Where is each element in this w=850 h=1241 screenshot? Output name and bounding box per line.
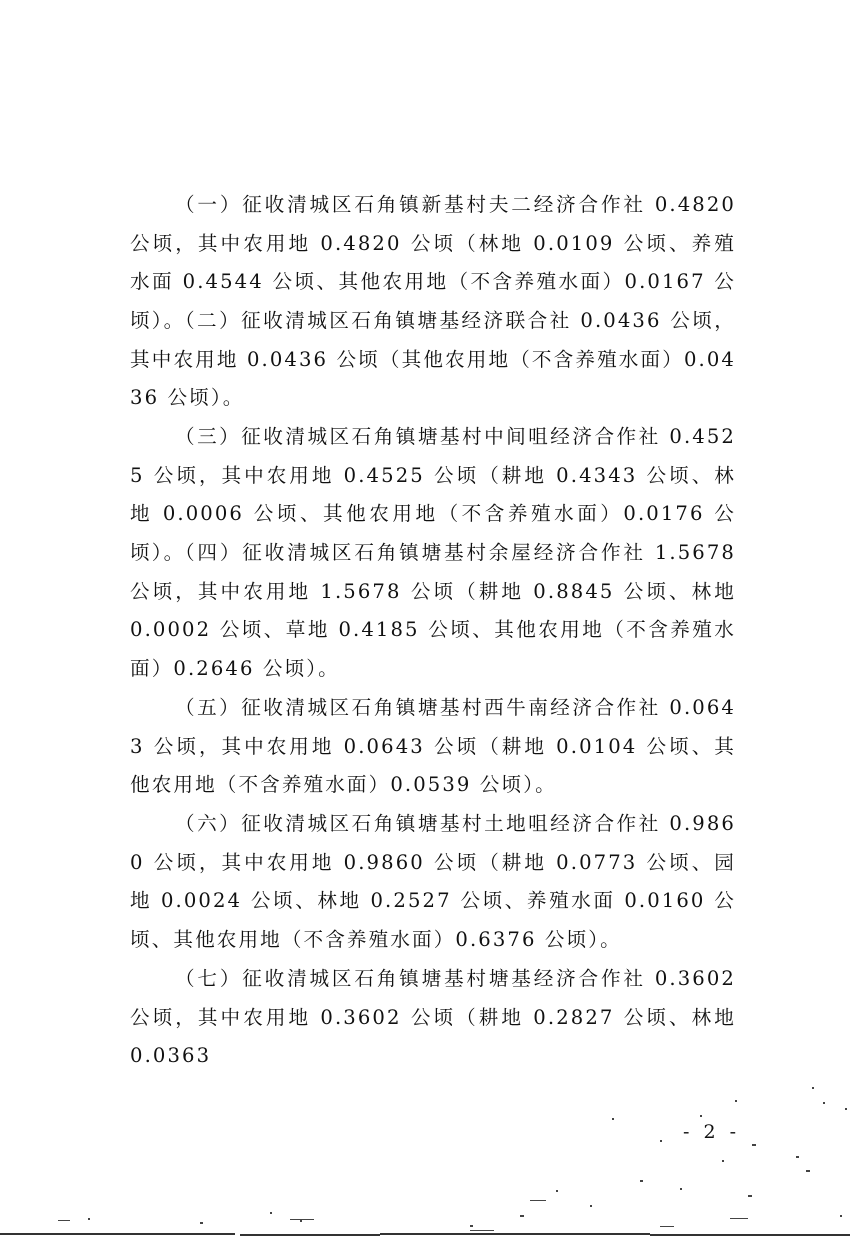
scan-speck: [270, 1212, 272, 1214]
scan-speck: [812, 1087, 814, 1089]
scan-speck: [200, 1222, 203, 1224]
scan-speck: [58, 1220, 70, 1221]
paragraph-item-6: （六）征收清城区石角镇塘基村土地咀经济合作社 0.9860 公顷，其中农用地 0.9860 公顷（耕地 0.0773 公顷、园地 0.0024 公顷、林地 0.2527 公顷、养殖水面 0.0160 公顷、其他农用地（不含养殖水面）0.6376 公顷）。: [130, 812, 736, 951]
scan-speck: [290, 1219, 314, 1220]
scan-speck: [845, 1108, 847, 1110]
scan-speck: [748, 1195, 752, 1197]
scan-speck: [88, 1218, 90, 1220]
paragraph-item-1: （一）征收清城区石角镇新基村夫二经济合作社 0.4820 公顷，其中农用地 0.4820 公顷（林地 0.0109 公顷、养殖水面 0.4544 公顷、其他农用地（不含养殖水面）0.0167 公顷）。: [130, 193, 736, 332]
paragraph-item-5: （五）征收清城区石角镇塘基村西牛南经济合作社 0.0643 公顷，其中农用地 0.0643 公顷（耕地 0.0104 公顷、其他农用地（不含养殖水面）0.0539 公顷）。: [130, 696, 736, 796]
scan-border-line: [240, 1234, 380, 1236]
scan-speck: [612, 1118, 614, 1120]
scan-speck: [530, 1200, 546, 1201]
scan-speck: [590, 1205, 592, 1207]
scan-speck: [300, 1220, 302, 1222]
paragraph-item-4: （四）征收清城区石角镇塘基村余屋经济合作社 1.5678 公顷，其中农用地 1.5678 公顷（耕地 0.8845 公顷、林地 0.0002 公顷、草地 0.4185 公顷、其他农用地（不含养殖水面）0.2646 公顷）。: [130, 541, 736, 680]
document-body: [130, 186, 736, 1076]
scan-speck: [556, 1190, 558, 1192]
scan-speck: [840, 1215, 842, 1217]
paragraph-item-2: （二）征收清城区石角镇塘基经济联合社 0.0436 公顷，其中农用地 0.0436 公顷（其他农用地（不含养殖水面）0.0436 公顷）。: [130, 309, 736, 409]
scan-speck: [660, 1226, 674, 1227]
scan-speck: [680, 1188, 682, 1190]
scan-speck: [823, 1102, 825, 1104]
scan-speck: [640, 1180, 643, 1182]
scan-speck: [660, 1140, 662, 1142]
paragraph-item-3: （三）征收清城区石角镇塘基村中间咀经济合作社 0.4525 公顷，其中农用地 0.4525 公顷（耕地 0.4343 公顷、林地 0.0006 公顷、其他农用地（不含养殖水面）0.0176 公顷）。: [130, 425, 736, 564]
scan-speck: [470, 1230, 494, 1231]
scan-border-line: [380, 1233, 650, 1235]
scan-speck: [722, 1160, 724, 1162]
page-number: - 2 -: [683, 1121, 741, 1143]
scan-speck: [470, 1225, 473, 1227]
paragraph-item-7: （七）征收清城区石角镇塘基村塘基经济合作社 0.3602 公顷，其中农用地 0.3602 公顷（耕地 0.2827 公顷、林地 0.0363: [130, 967, 736, 1067]
scan-speck: [735, 1100, 737, 1102]
scan-border-line: [0, 1233, 235, 1235]
scan-border-line: [650, 1234, 850, 1236]
scan-speck: [752, 1144, 756, 1146]
scan-speck: [796, 1156, 799, 1158]
scan-speck: [730, 1218, 748, 1219]
scan-speck: [806, 1170, 810, 1172]
scan-speck: [520, 1215, 524, 1217]
scan-speck: [700, 1115, 702, 1117]
